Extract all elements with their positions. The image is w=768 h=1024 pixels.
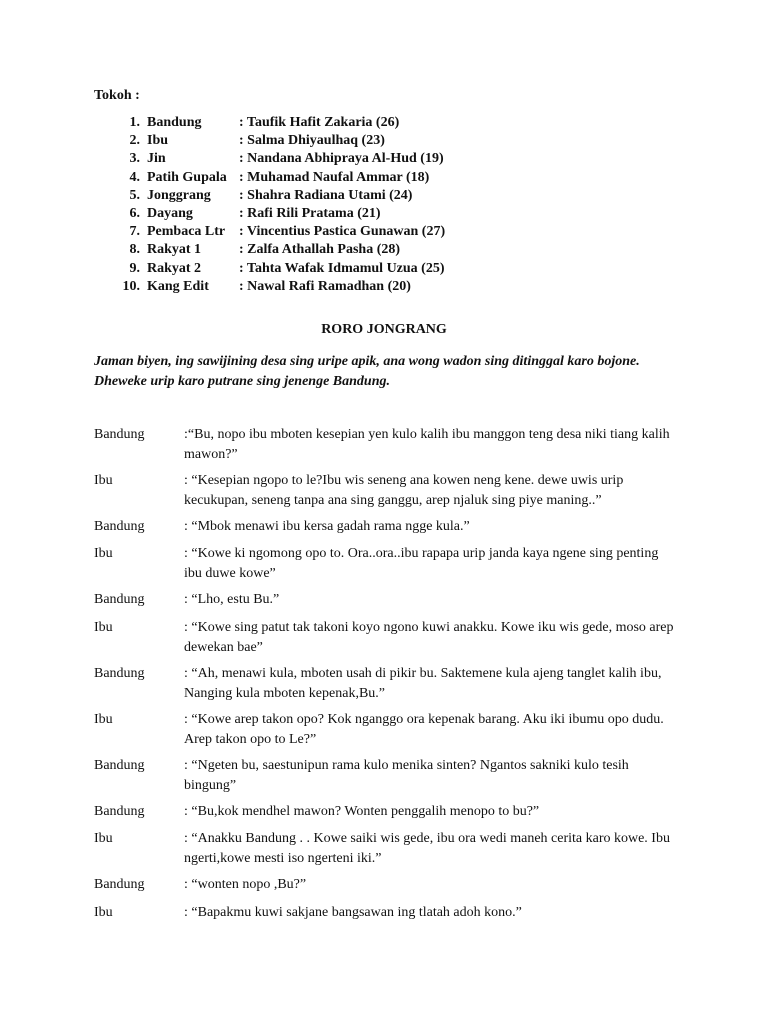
dialogue-line: :“Bu, nopo ibu mboten kesepian yen kulo kalih ibu manggon teng desa niki tiang kalih mawon?” <box>184 427 670 462</box>
speaker-name: Bandung <box>94 666 145 681</box>
speaker-name: Bandung <box>94 592 145 607</box>
cast-item <box>108 114 568 132</box>
speaker-name: Ibu <box>94 546 113 561</box>
cast-item <box>108 205 568 223</box>
cast-item <box>108 132 568 150</box>
cast-role: Bandung <box>147 115 202 130</box>
cast-number: 4. <box>129 169 140 185</box>
cast-role: Rakyat 1 <box>147 242 202 258</box>
speaker-name: Ibu <box>94 620 113 635</box>
cast-number: 2. <box>129 133 140 149</box>
cast-role: Dayang <box>147 205 193 221</box>
dialogue-line: : “Kowe arep takon opo? Kok nganggo ora kepenak barang. Aku iki ibumu opo dudu. Arep takon opo to Le?” <box>184 712 664 747</box>
cast-number: 9. <box>129 260 140 276</box>
cast-item <box>108 278 568 296</box>
cast-number: 1. <box>129 115 140 130</box>
cast-actor: : Nawal Rafi Ramadhan (20) <box>239 278 411 294</box>
dialogue-line: : “Bu,kok mendhel mawon? Wonten penggalih menopo to bu?” <box>184 804 540 819</box>
cast-item <box>108 187 568 205</box>
cast-item <box>108 260 568 278</box>
dialogue-line: : “wonten nopo ,Bu?” <box>184 877 307 892</box>
cast-actor: : Salma Dhiyaulhaq (23) <box>239 133 385 149</box>
play-title: RORO JONGRANG <box>321 322 447 337</box>
dialogue-line: : “Ah, menawi kula, mboten usah di pikir bu. Saktemene kula ajeng tanglet kalih ibu, Nanging kula mboten kepenak,Bu.” <box>184 666 662 701</box>
cast-number: 5. <box>129 187 140 203</box>
dialogue-line: : “Kesepian ngopo to le?Ibu wis seneng ana kowen neng kene. dewe uwis urip kecukupan, seneng tanpa ana sing ganggu, arep njaluk sing piye maning..” <box>184 473 624 508</box>
cast-actor: : Zalfa Athallah Pasha (28) <box>239 242 401 258</box>
cast-number: 3. <box>129 151 140 167</box>
dialogue-line: : “Lho, estu Bu.” <box>184 592 280 607</box>
cast-actor: : Shahra Radiana Utami (24) <box>239 187 413 203</box>
speaker-name: Bandung <box>94 804 145 819</box>
cast-list <box>108 114 568 296</box>
cast-actor: : Nandana Abhipraya Al-Hud (19) <box>239 151 444 167</box>
cast-item <box>108 241 568 259</box>
cast-item <box>108 223 568 241</box>
dialogue-line: : “Mbok menawi ibu kersa gadah rama ngge kula.” <box>184 519 470 534</box>
narration-intro: Jaman biyen, ing sawijining desa sing uripe apik, ana wong wadon sing ditinggal karo bojone. Dheweke urip karo putrane sing jenenge Bandung. <box>94 354 640 389</box>
dialogue-line: : “Kowe ki ngomong opo to. Ora..ora..ibu rapapa urip janda kaya ngene sing penting ibu duwe kowe” <box>184 546 659 581</box>
speaker-name: Ibu <box>94 905 113 920</box>
cast-number: 6. <box>129 205 140 221</box>
dialogue-line: : “Ngeten bu, saestunipun rama kulo menika sinten? Ngantos sakniki kulo tesih bingung” <box>184 758 629 793</box>
speaker-name: Bandung <box>94 877 145 892</box>
cast-actor: : Tahta Wafak Idmamul Uzua (25) <box>239 260 445 276</box>
cast-number: 7. <box>129 224 140 240</box>
speaker-name: Bandung <box>94 427 145 442</box>
dialogue-line: : “Bapakmu kuwi sakjane bangsawan ing tlatah adoh kono.” <box>184 905 522 920</box>
cast-actor: : Rafi Rili Pratama (21) <box>239 205 381 221</box>
dialogue-line: : “Kowe sing patut tak takoni koyo ngono kuwi anakku. Kowe iku wis gede, moso arep dewekan bae” <box>184 620 674 655</box>
dialogue-line: : “Anakku Bandung . . Kowe saiki wis gede, ibu ora wedi maneh cerita karo kowe. Ibu ngerti,kowe mesti iso ngerteni iki.” <box>184 831 670 866</box>
cast-item <box>108 150 568 168</box>
cast-heading: Tokoh : <box>94 88 140 103</box>
speaker-name: Ibu <box>94 473 113 488</box>
speaker-name: Bandung <box>94 758 145 773</box>
speaker-name: Ibu <box>94 712 113 727</box>
speaker-name: Bandung <box>94 519 145 534</box>
cast-role: Pembaca Ltr <box>147 224 226 240</box>
cast-item <box>108 169 568 187</box>
cast-role: Patih Gupala <box>147 169 227 185</box>
speaker-name: Ibu <box>94 831 113 846</box>
cast-number: 10. <box>122 278 140 294</box>
cast-actor: : Vincentius Pastica Gunawan (27) <box>239 224 446 240</box>
cast-actor: : Muhamad Naufal Ammar (18) <box>239 169 430 185</box>
cast-role: Kang Edit <box>147 278 209 294</box>
cast-role: Jin <box>147 151 166 167</box>
cast-role: Jonggrang <box>147 187 211 203</box>
cast-actor: : Taufik Hafit Zakaria (26) <box>239 115 400 130</box>
cast-role: Rakyat 2 <box>147 260 202 276</box>
cast-number: 8. <box>129 242 140 258</box>
cast-role: Ibu <box>147 133 169 149</box>
